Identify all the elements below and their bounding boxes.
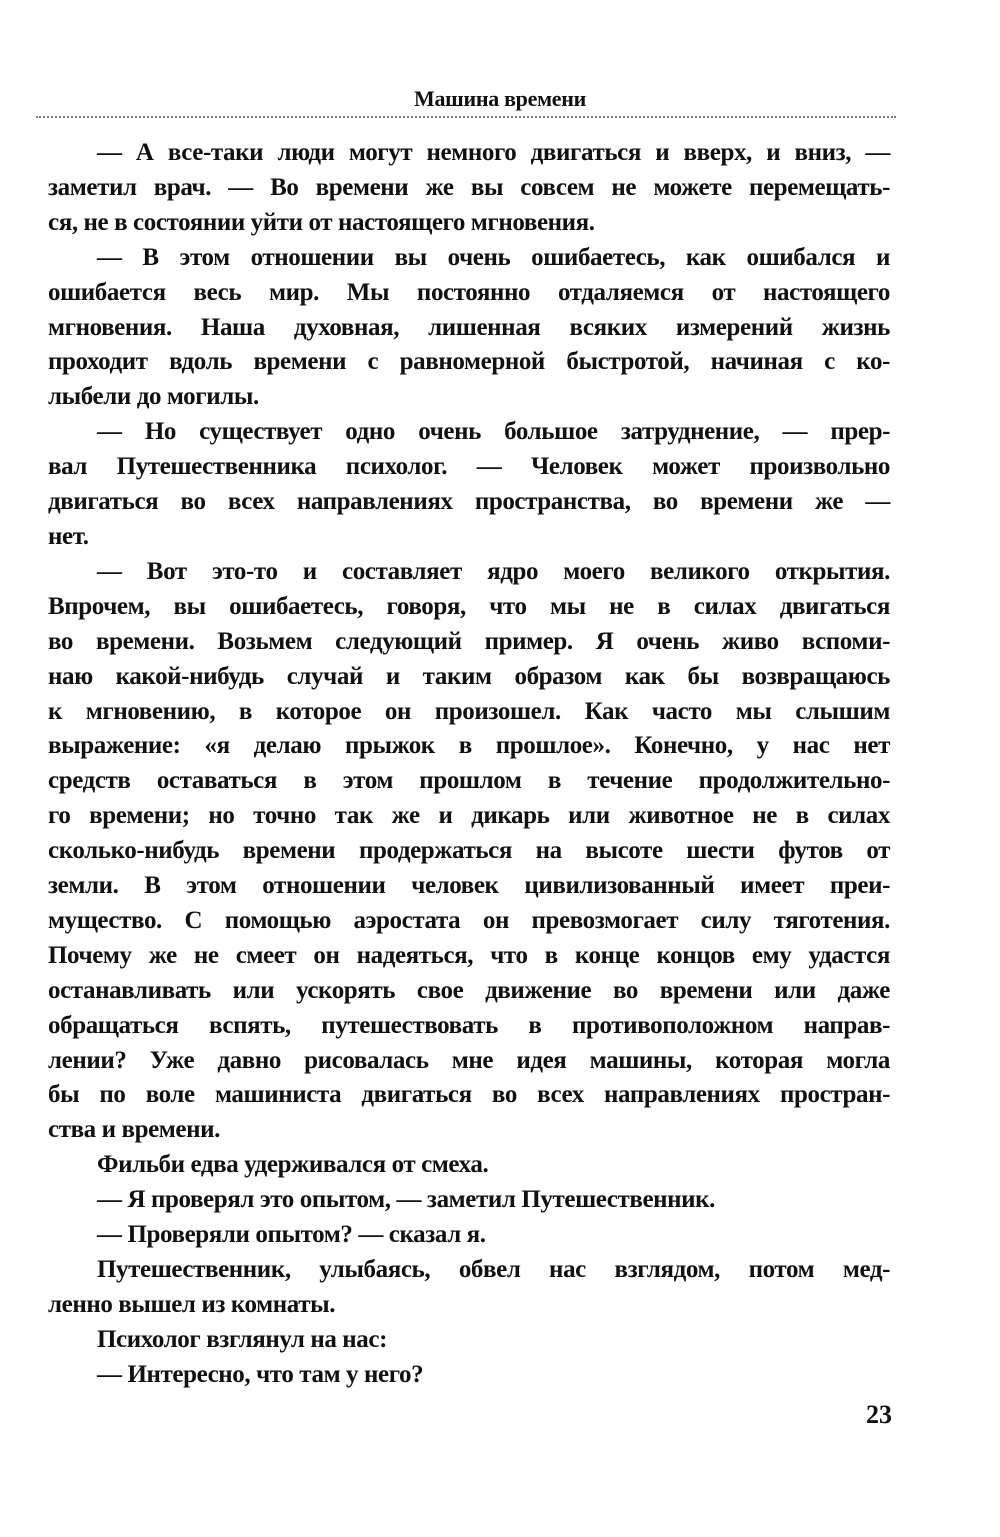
running-header: Машина времени xyxy=(414,86,586,111)
paragraph xyxy=(48,136,890,241)
text-line: средств оставаться в этом прошлом в течение продолжительно- xyxy=(48,767,890,795)
page-number: 23 xyxy=(866,1400,892,1429)
paragraph xyxy=(48,1148,890,1183)
paragraph xyxy=(48,555,890,1148)
text-line: ошибается весь мир. Мы постоянно отдаляемся от настоящего xyxy=(48,278,890,306)
text-line: — Интересно, что там у него? xyxy=(97,1360,424,1388)
text-line: наю какой-нибудь случай и таким образом как бы возвращаюсь xyxy=(48,662,890,690)
text-line: бы по воле машиниста двигаться во всех направлениях простран- xyxy=(48,1081,890,1109)
paragraph xyxy=(48,1253,890,1323)
text-line: ства и времени. xyxy=(48,1116,220,1144)
text-line: нет. xyxy=(48,522,89,550)
text-line: — Вот это-то и составляет ядро моего великого открытия. xyxy=(97,557,890,585)
header-divider xyxy=(36,116,896,118)
text-line: — Проверяли опытом? — сказал я. xyxy=(97,1221,486,1249)
text-line: ся, не в состоянии уйти от настоящего мгновения. xyxy=(48,208,595,236)
text-line: к мгновению, в которое он произошел. Как часто мы слышим xyxy=(48,697,890,725)
paragraph xyxy=(48,1358,890,1393)
paragraph xyxy=(48,1218,890,1253)
text-line: останавливать или ускорять свое движение во времени или даже xyxy=(48,976,890,1004)
text-line: вал Путешественника психолог. — Человек может произвольно xyxy=(48,453,890,481)
text-line: заметил врач. — Во времени же вы совсем не можете перемещать- xyxy=(48,173,890,201)
text-line: Впрочем, вы ошибаетесь, говоря, что мы не в силах двигаться xyxy=(48,592,890,620)
text-line: земли. В этом отношении человек цивилизованный имеет преи- xyxy=(48,872,890,900)
text-line: го времени; но точно так же и дикарь или животное не в силах xyxy=(48,802,890,830)
text-line: — Но существует одно очень большое затруднение, — прер- xyxy=(97,418,890,446)
text-line: мгновения. Наша духовная, лишенная всяких измерений жизнь xyxy=(48,313,890,341)
text-line: двигаться во всех направлениях пространства, во времени же — xyxy=(48,488,890,516)
text-line: обращаться вспять, путешествовать в противоположном направ- xyxy=(48,1011,890,1039)
text-line: Почему же не смеет он надеяться, что в конце концов ему удастся xyxy=(48,941,890,969)
text-line: ленно вышел из комнаты. xyxy=(48,1290,336,1318)
text-line: — Я проверял это опытом, — заметил Путешественник. xyxy=(97,1186,716,1214)
text-line: Фильби едва удерживался от смеха. xyxy=(97,1151,489,1179)
paragraph xyxy=(48,1183,890,1218)
body-text xyxy=(48,136,890,1393)
paragraph xyxy=(48,415,890,555)
text-line: выражение: «я делаю прыжок в прошлое». Конечно, у нас нет xyxy=(48,732,890,760)
text-line: — В этом отношении вы очень ошибаетесь, как ошибался и xyxy=(97,243,890,271)
text-line: во времени. Возьмем следующий пример. Я очень живо вспоми- xyxy=(48,627,890,655)
text-line: мущество. С помощью аэростата он превозмогает силу тяготения. xyxy=(48,906,890,934)
paragraph xyxy=(48,241,890,416)
paragraph xyxy=(48,1323,890,1358)
text-line: проходит вдоль времени с равномерной быстротой, начиная с ко- xyxy=(48,348,890,376)
text-line: лении? Уже давно рисовалась мне идея машины, которая могла xyxy=(48,1046,890,1074)
text-line: Психолог взглянул на нас: xyxy=(97,1325,388,1353)
text-line: — А все-таки люди могут немного двигаться и вверх, и вниз, — xyxy=(97,139,890,166)
text-line: сколько-нибудь времени продержаться на высоте шести футов от xyxy=(48,837,890,865)
text-line: Путешественник, улыбаясь, обвел нас взглядом, потом мед- xyxy=(97,1256,890,1283)
text-line: лыбели до могилы. xyxy=(48,383,259,411)
